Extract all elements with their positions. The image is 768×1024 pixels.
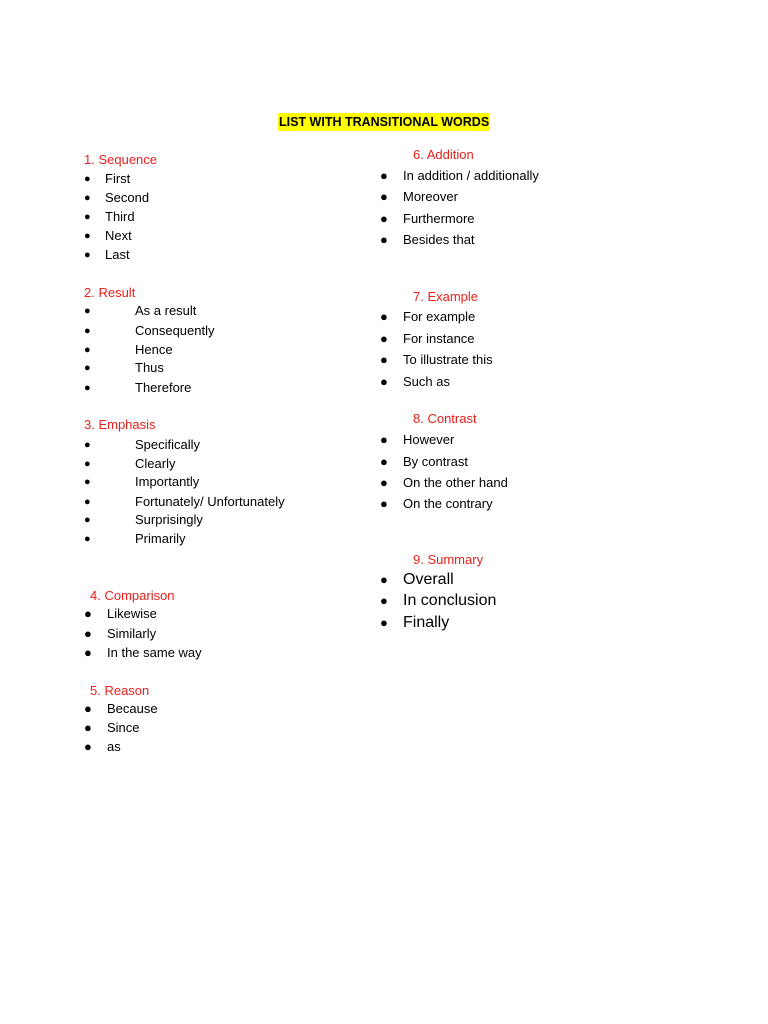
bullet-icon: ● — [84, 439, 91, 451]
section-heading-emphasis: 3. Emphasis — [84, 417, 156, 432]
section-heading-reason: 5. Reason — [90, 683, 150, 698]
bullet-icon: ● — [84, 192, 91, 204]
bullet-icon: ● — [84, 496, 91, 508]
bullet-icon: ● — [84, 173, 91, 185]
list-item: Because — [107, 701, 158, 716]
bullet-icon: ● — [380, 189, 388, 204]
list-item: Clearly — [135, 456, 176, 471]
section-heading-comparison: 4. Comparison — [90, 588, 175, 603]
list-item: To illustrate this — [403, 352, 493, 367]
list-item: As a result — [135, 303, 197, 318]
list-item: Since — [107, 720, 140, 735]
list-item: Furthermore — [403, 211, 475, 226]
list-item: Likewise — [107, 606, 157, 621]
list-item: Surprisingly — [135, 512, 203, 527]
list-item: Thus — [135, 360, 164, 375]
list-item: Moreover — [403, 189, 458, 204]
bullet-icon: ● — [380, 496, 388, 511]
bullet-icon: ● — [84, 720, 92, 735]
list-item: On the contrary — [403, 496, 493, 511]
bullet-icon: ● — [84, 739, 92, 754]
list-item: Primarily — [135, 531, 186, 546]
list-item: However — [403, 432, 455, 447]
list-item: Third — [105, 209, 135, 224]
bullet-icon: ● — [84, 230, 91, 242]
bullet-icon: ● — [380, 331, 388, 346]
bullet-icon: ● — [84, 211, 91, 223]
bullet-icon: ● — [84, 626, 92, 641]
list-item: Specifically — [135, 437, 201, 452]
bullet-icon: ● — [380, 454, 388, 469]
list-item: Besides that — [403, 232, 475, 247]
bullet-icon: ● — [84, 362, 91, 374]
bullet-icon: ● — [84, 606, 92, 621]
bullet-icon: ● — [380, 168, 388, 183]
bullet-icon: ● — [84, 305, 91, 317]
bullet-icon: ● — [84, 701, 92, 716]
section-heading-sequence: 1. Sequence — [84, 152, 158, 167]
bullet-icon: ● — [84, 325, 91, 337]
list-item: Therefore — [135, 380, 192, 395]
bullet-icon: ● — [380, 232, 388, 247]
list-item: Consequently — [135, 323, 215, 338]
bullet-icon: ● — [380, 475, 388, 490]
list-item: Hence — [135, 342, 173, 357]
bullet-icon: ● — [84, 458, 91, 470]
bullet-icon: ● — [380, 352, 388, 367]
bullet-icon: ● — [84, 476, 91, 488]
section-heading-contrast: 8. Contrast — [413, 411, 477, 426]
bullet-icon: ● — [380, 432, 388, 447]
list-item: By contrast — [403, 454, 469, 469]
list-item: In addition / additionally — [403, 168, 539, 183]
list-item: In the same way — [107, 645, 202, 660]
list-item: Importantly — [135, 474, 200, 489]
section-heading-addition: 6. Addition — [413, 147, 474, 162]
bullet-icon: ● — [84, 514, 91, 526]
list-item: First — [105, 171, 131, 186]
list-item: Last — [105, 247, 130, 262]
list-item: Overall — [403, 571, 454, 588]
list-item: Such as — [403, 374, 450, 389]
bullet-icon: ● — [84, 533, 91, 545]
page-title: LIST WITH TRANSITIONAL WORDS — [279, 115, 490, 129]
list-item: On the other hand — [403, 475, 508, 490]
list-item: Fortunately/ Unfortunately — [135, 494, 285, 509]
bullet-icon: ● — [380, 615, 388, 630]
list-item: In conclusion — [403, 592, 497, 609]
bullet-icon: ● — [84, 249, 91, 261]
bullet-icon: ● — [380, 374, 388, 389]
section-heading-result: 2. Result — [84, 285, 136, 300]
bullet-icon: ● — [84, 382, 91, 394]
section-heading-example: 7. Example — [413, 289, 479, 304]
list-item: Finally — [403, 614, 450, 631]
list-item: For instance — [403, 331, 475, 346]
list-item: Second — [105, 190, 150, 205]
bullet-icon: ● — [84, 645, 92, 660]
bullet-icon: ● — [380, 309, 388, 324]
list-item: Next — [105, 228, 132, 243]
list-item: For example — [403, 309, 476, 324]
section-heading-summary: 9. Summary — [413, 552, 484, 567]
bullet-icon: ● — [380, 572, 388, 587]
bullet-icon: ● — [380, 593, 388, 608]
list-item: Similarly — [107, 626, 157, 641]
bullet-icon: ● — [380, 211, 388, 226]
list-item: as — [107, 739, 121, 754]
bullet-icon: ● — [84, 344, 91, 356]
